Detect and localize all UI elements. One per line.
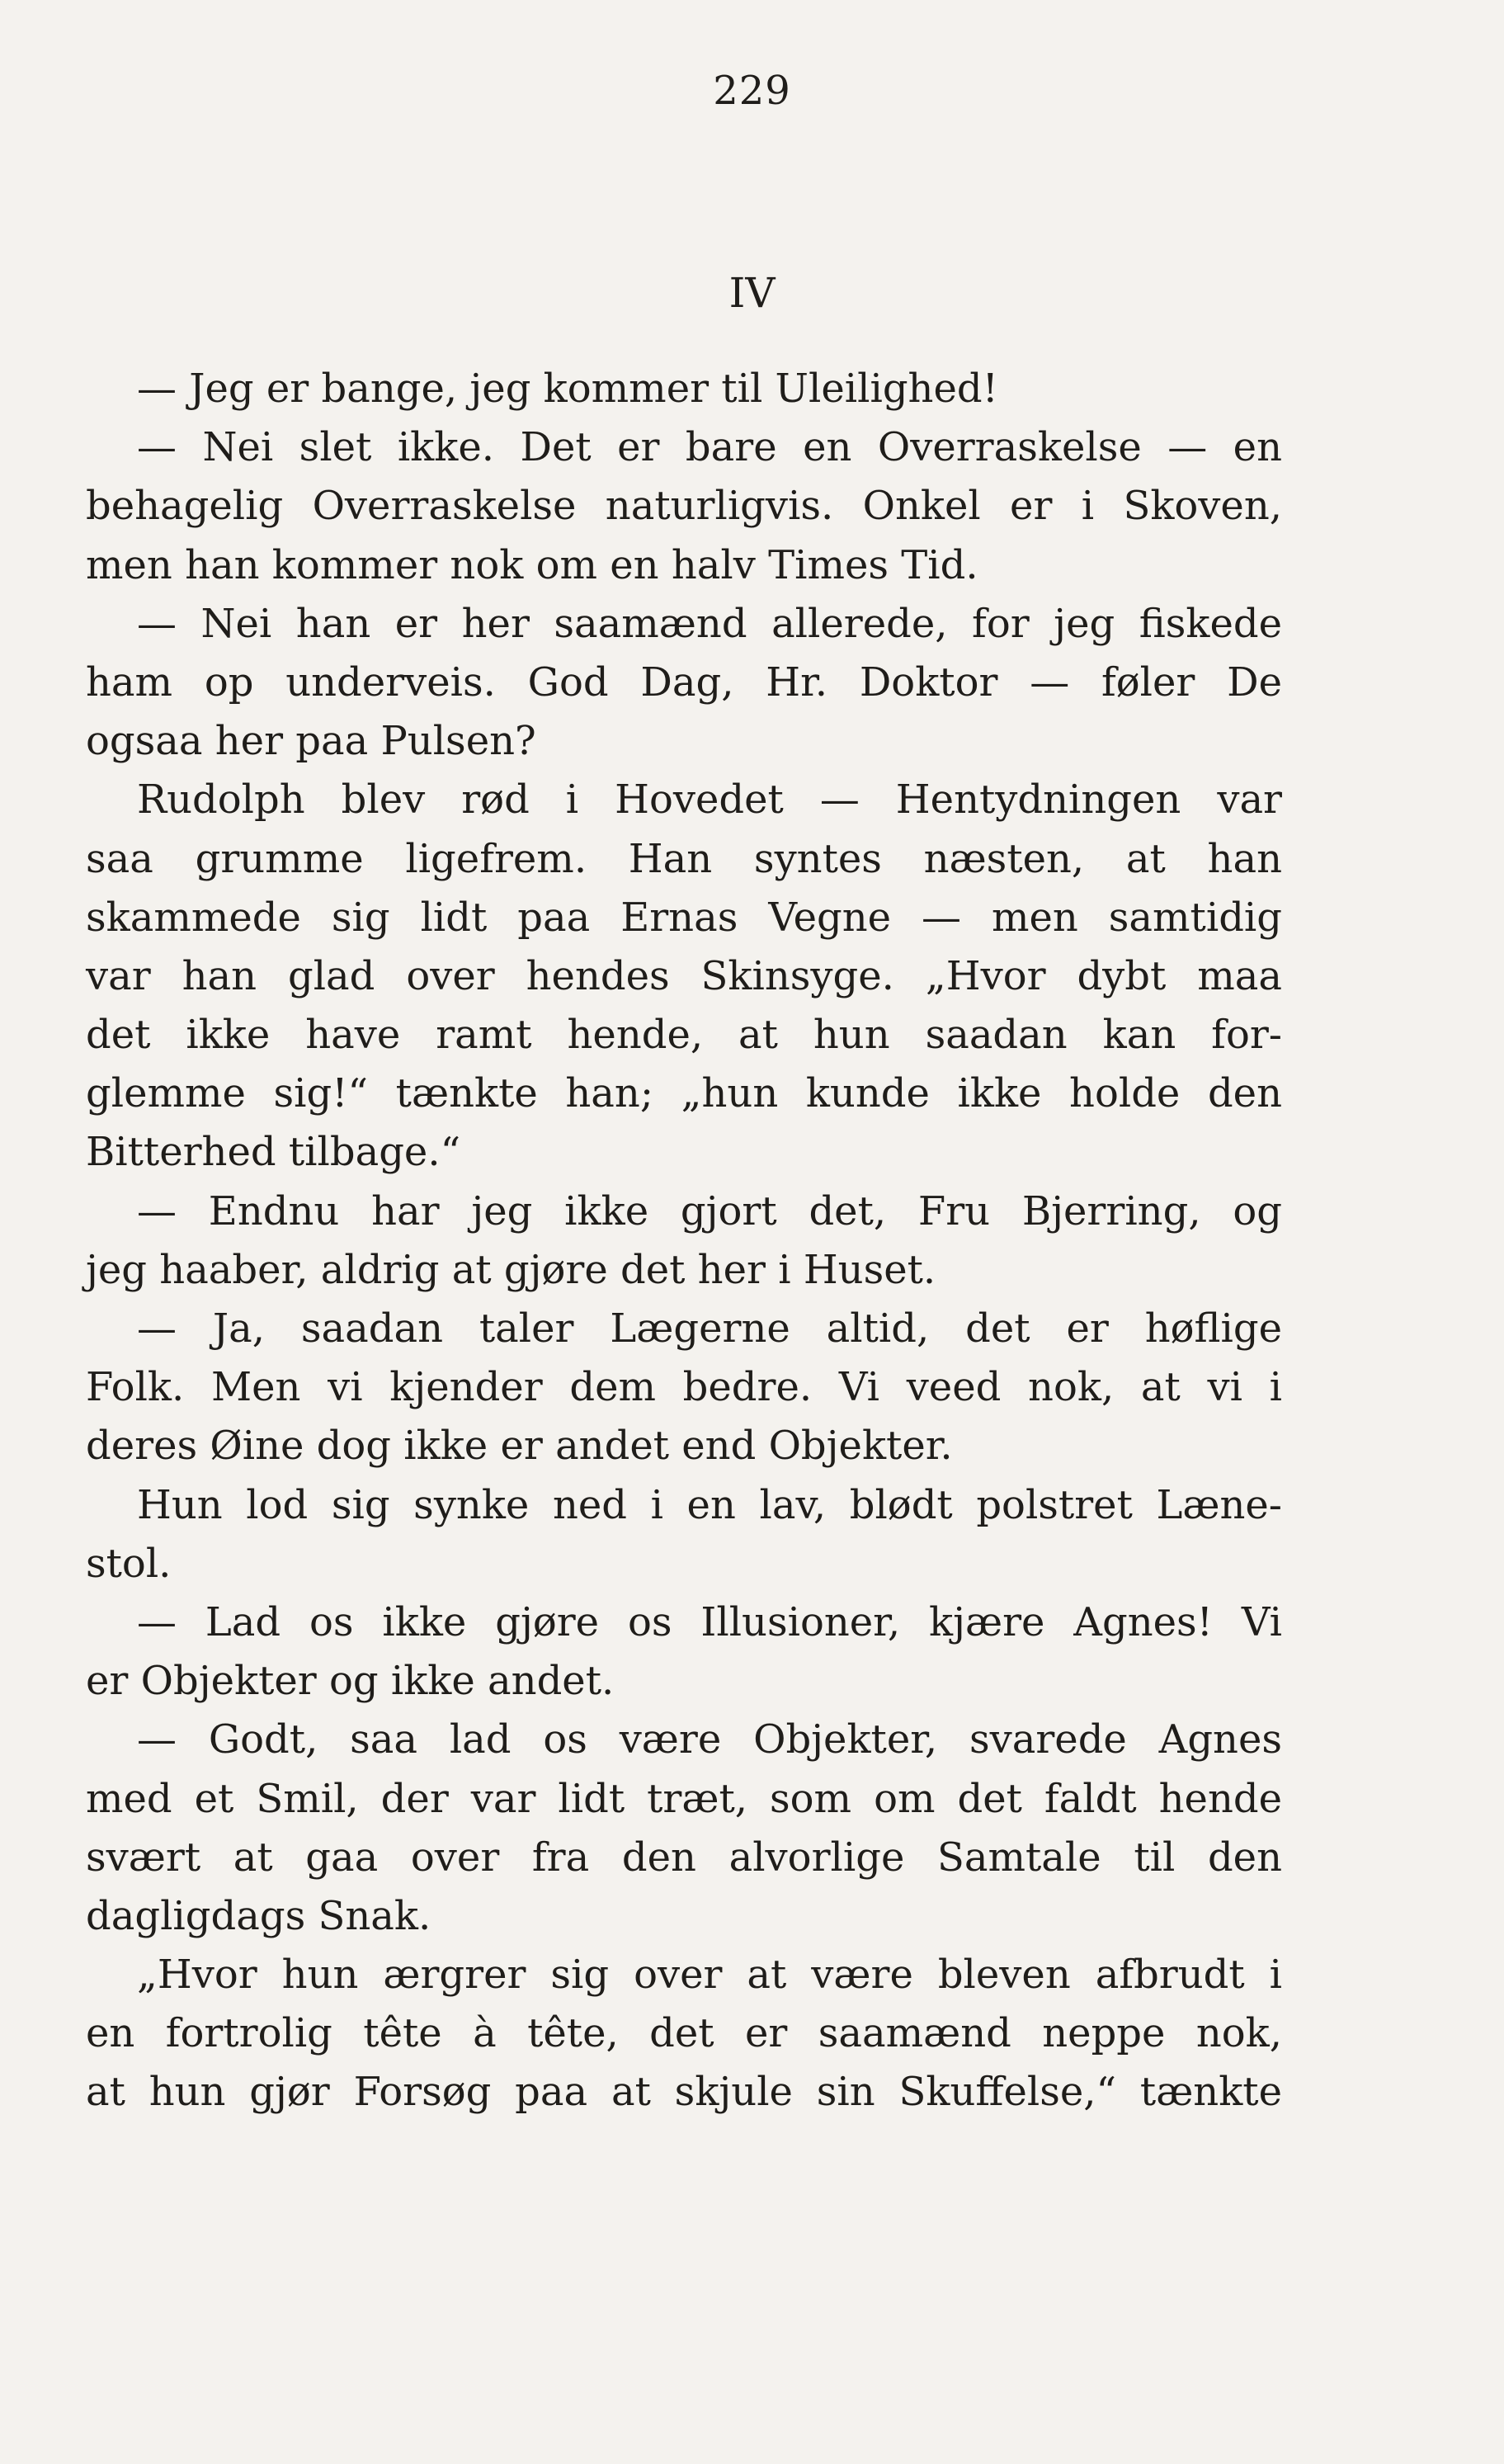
text-line: stol. [86,1540,172,1587]
text-line: er Objekter og ikke andet. [86,1658,615,1705]
text-line: Bitterhed tilbage.“ [86,1129,461,1176]
text-line: — Lad os ikke gjøre os Illusioner, kjære Agnes! Vi [137,1598,1282,1645]
text-line: — Godt, saa lad os være Objekter, svarede Agnes [137,1716,1282,1763]
text-line: med et Smil, der var lidt træt, som om det faldt hende [86,1775,1282,1822]
text-line: saa grumme ligefrem. Han syntes næsten, at han [86,835,1282,882]
text-line: jeg haaber, aldrig at gjøre det her i Huset. [86,1246,936,1293]
text-line: men han kommer nok om en halv Times Tid. [86,541,978,588]
text-line: — Nei han er her saamænd allerede, for jeg fiskede [137,600,1282,647]
text-line: ham op underveis. God Dag, Hr. Doktor — føler De [86,658,1282,706]
text-line: at hun gjør Forsøg paa at skjule sin Skuffelse,“ tænkte [86,2069,1282,2116]
text-line: — Jeg er bange, jeg kommer til Uleilighed! [137,366,998,412]
text-line: Folk. Men vi kjender dem bedre. Vi veed nok, at vi i [86,1364,1282,1411]
chapter-title: IV [728,269,776,317]
text-line: behagelig Overraskelse naturligvis. Onkel er i Skoven, [86,483,1282,530]
text-line: dagligdags Snak. [86,1892,431,1939]
text-line: Hun lod sig synke ned i en lav, blødt polstret Læne- [137,1481,1282,1528]
body-text [86,360,1282,2122]
text-line: var han glad over hendes Skinsyge. „Hvor dybt maa [86,952,1282,999]
text-line: ogsaa her paa Pulsen? [86,718,536,765]
text-line: — Endnu har jeg ikke gjort det, Fru Bjerring, og [137,1187,1282,1234]
text-line: deres Øine dog ikke er andet end Objekter. [86,1423,953,1470]
text-line: det ikke have ramt hende, at hun saadan kan for- [86,1012,1282,1059]
text-line: „Hvor hun ærgrer sig over at være bleven afbrudt i [137,1952,1282,1999]
text-line: glemme sig!“ tænkte han; „hun kunde ikke holde den [86,1070,1282,1117]
text-line: — Ja, saadan taler Lægerne altid, det er høflige [137,1305,1282,1352]
page-number: 229 [713,68,791,114]
text-line: skammede sig lidt paa Ernas Vegne — men samtidig [86,894,1282,941]
text-line: en fortrolig tête à tête, det er saamænd neppe nok, [86,2010,1282,2057]
text-line: Rudolph blev rød i Hovedet — Hentydningen var [137,776,1282,824]
text-line: — Nei slet ikke. Det er bare en Overraskelse — en [137,424,1282,471]
text-line: svært at gaa over fra den alvorlige Samtale til den [86,1834,1282,1881]
